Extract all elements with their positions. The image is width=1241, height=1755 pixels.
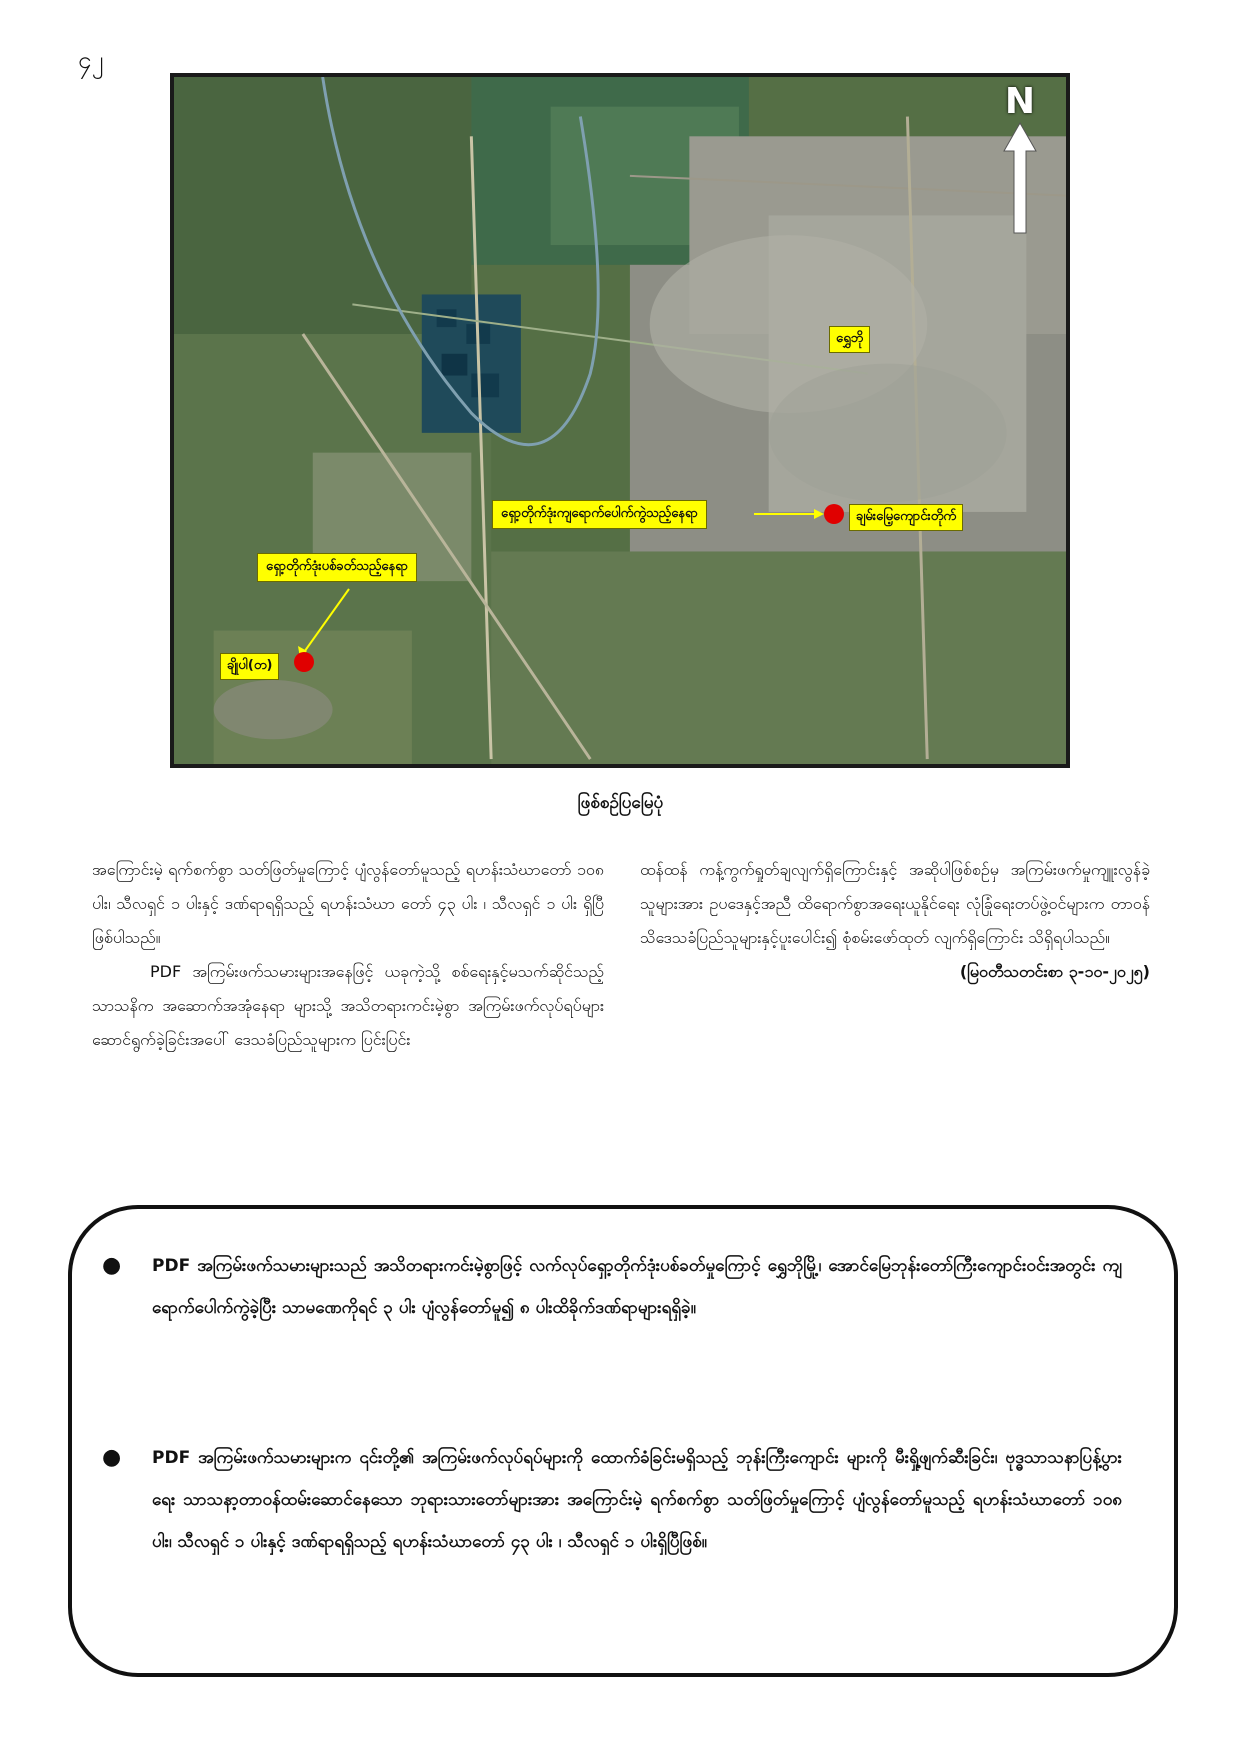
summary-bullet-1 bbox=[102, 1245, 1122, 1329]
attack-site-label: ရှော့တိုက်ဒုံးကျရောက်ပေါက်ကွဲသည့်နေရာ bbox=[492, 500, 707, 529]
launch-site-label: ရှော့တိုက်ဒုံးပစ်ခတ်သည့်နေရာ bbox=[257, 553, 417, 582]
right-paragraph-1: ထန်ထန် ကန့်ကွက်ရှုတ်ချလျက်ရှိကြောင်းနှင့် အဆိုပါဖြစ်စဉ်မှ အကြမ်းဖက်မှုကျူးလွန်ခဲ့သူများအား ဥပဒေနှင့်အညီ ထိရောက်စွာအရေးယူနိုင်ရေး လုံခြုံရေးတပ်ဖွဲ့ဝင်များက တာဝန်သိဒေသခံပြည်သူများနှင့်ပူးပေါင်း၍ စုံစမ်းဖော်ထုတ် လျက်ရှိကြောင်း သိရှိရပါသည်။ bbox=[640, 860, 1150, 947]
incident-marker bbox=[824, 504, 844, 524]
bullet-icon: ● bbox=[102, 1253, 122, 1278]
source-citation: (မြဝတီသတင်းစာ ၃-၁၀-၂၀၂၅) bbox=[959, 962, 1150, 981]
summary-bullet-2-text: PDF အကြမ်းဖက်သမားများက ၎င်းတို့၏ အကြမ်းဖက်လုပ်ရပ်များကို ထောက်ခံခြင်းမရှိသည့် ဘုန်းကြီးကျောင်း များကို မီးရှို့ဖျက်ဆီးခြင်း၊ ဗုဒ္ဓသာသနာပြန့်ပွားရေး သာသနာ့တာဝန်ထမ်းဆောင်နေသော ဘုရားသားတော်များအား အကြောင်းမဲ့ ရက်စက်စွာ သတ်ဖြတ်မှုကြောင့် ပျံလွန်တော်မူသည့် ရဟန်းသံဃာတော် ၁၀၈ ပါး၊ သီလရှင် ၁ ပါးနှင့် ဒဏ်ရာရရှိသည့် ရဟန်းသံဃာတော် ၄၃ ပါး ၊ သီလရှင် ၁ ပါးရှိပြီဖြစ်။ bbox=[152, 1448, 1122, 1552]
summary-bullet-1-text: PDF အကြမ်းဖက်သမားများသည် အသိတရားကင်းမဲ့စွာဖြင့် လက်လုပ်ရှော့တိုက်ဒုံးပစ်ခတ်မှုကြောင့် ရွှေဘိုမြို့၊ အောင်မြေဘုန်းတော်ကြီးကျောင်းဝင်းအတွင်း ကျရောက်ပေါက်ကွဲခဲ့ပြီး သာမဏေကိုရင် ၃ ပါး ပျံလွန်တော်မူ၍ ၈ ပါးထိခိုက်ဒဏ်ရာများရရှိခဲ့။ bbox=[152, 1256, 1122, 1318]
article-right-column bbox=[640, 853, 1150, 989]
page-number: ၄၂ bbox=[78, 46, 104, 74]
left-paragraph-2: PDF အကြမ်းဖက်သမားများအနေဖြင့် ယခုကဲ့သို့ စစ်ရေးနှင့်မသက်ဆိုင်သည့် သာသနိက အဆောက်အအုံနေရာ များသို့ အသိတရားကင်းမဲ့စွာ အကြမ်းဖက်လုပ်ရပ်များ ဆောင်ရွက်ခဲ့ခြင်းအပေါ် ဒေသခံပြည်သူများက ပြင်းပြင်း bbox=[92, 962, 604, 1049]
north-label: N bbox=[1004, 81, 1036, 122]
summary-box bbox=[68, 1205, 1178, 1677]
map-caption: ဖြစ်စဉ်ပြမြေပုံ bbox=[577, 793, 664, 813]
satellite-map bbox=[170, 73, 1070, 768]
summary-bullet-2 bbox=[102, 1437, 1122, 1563]
article-left-column bbox=[92, 853, 604, 1057]
place-label-monastery: ချမ်းမြေ့ကျောင်းတိုက် bbox=[849, 504, 963, 531]
bullet-icon: ● bbox=[102, 1445, 122, 1470]
launch-marker bbox=[294, 652, 314, 672]
place-label-village: ချိုပါ(တ) bbox=[220, 653, 279, 680]
place-label-shwebo: ရွှေဘို bbox=[829, 326, 870, 353]
left-paragraph-1: အကြောင်းမဲ့ ရက်စက်စွာ သတ်ဖြတ်မှုကြောင့် ပျံလွန်တော်မူသည့် ရဟန်းသံဃာတော် ၁၀၈ ပါး၊ သီလရှင် ၁ ပါးနှင့် ဒဏ်ရာရရှိသည့် ရဟန်းသံဃာ တော် ၄၃ ပါး ၊ သီလရှင် ၁ ပါး ရှိပြီဖြစ်ပါသည်။ bbox=[92, 860, 604, 947]
